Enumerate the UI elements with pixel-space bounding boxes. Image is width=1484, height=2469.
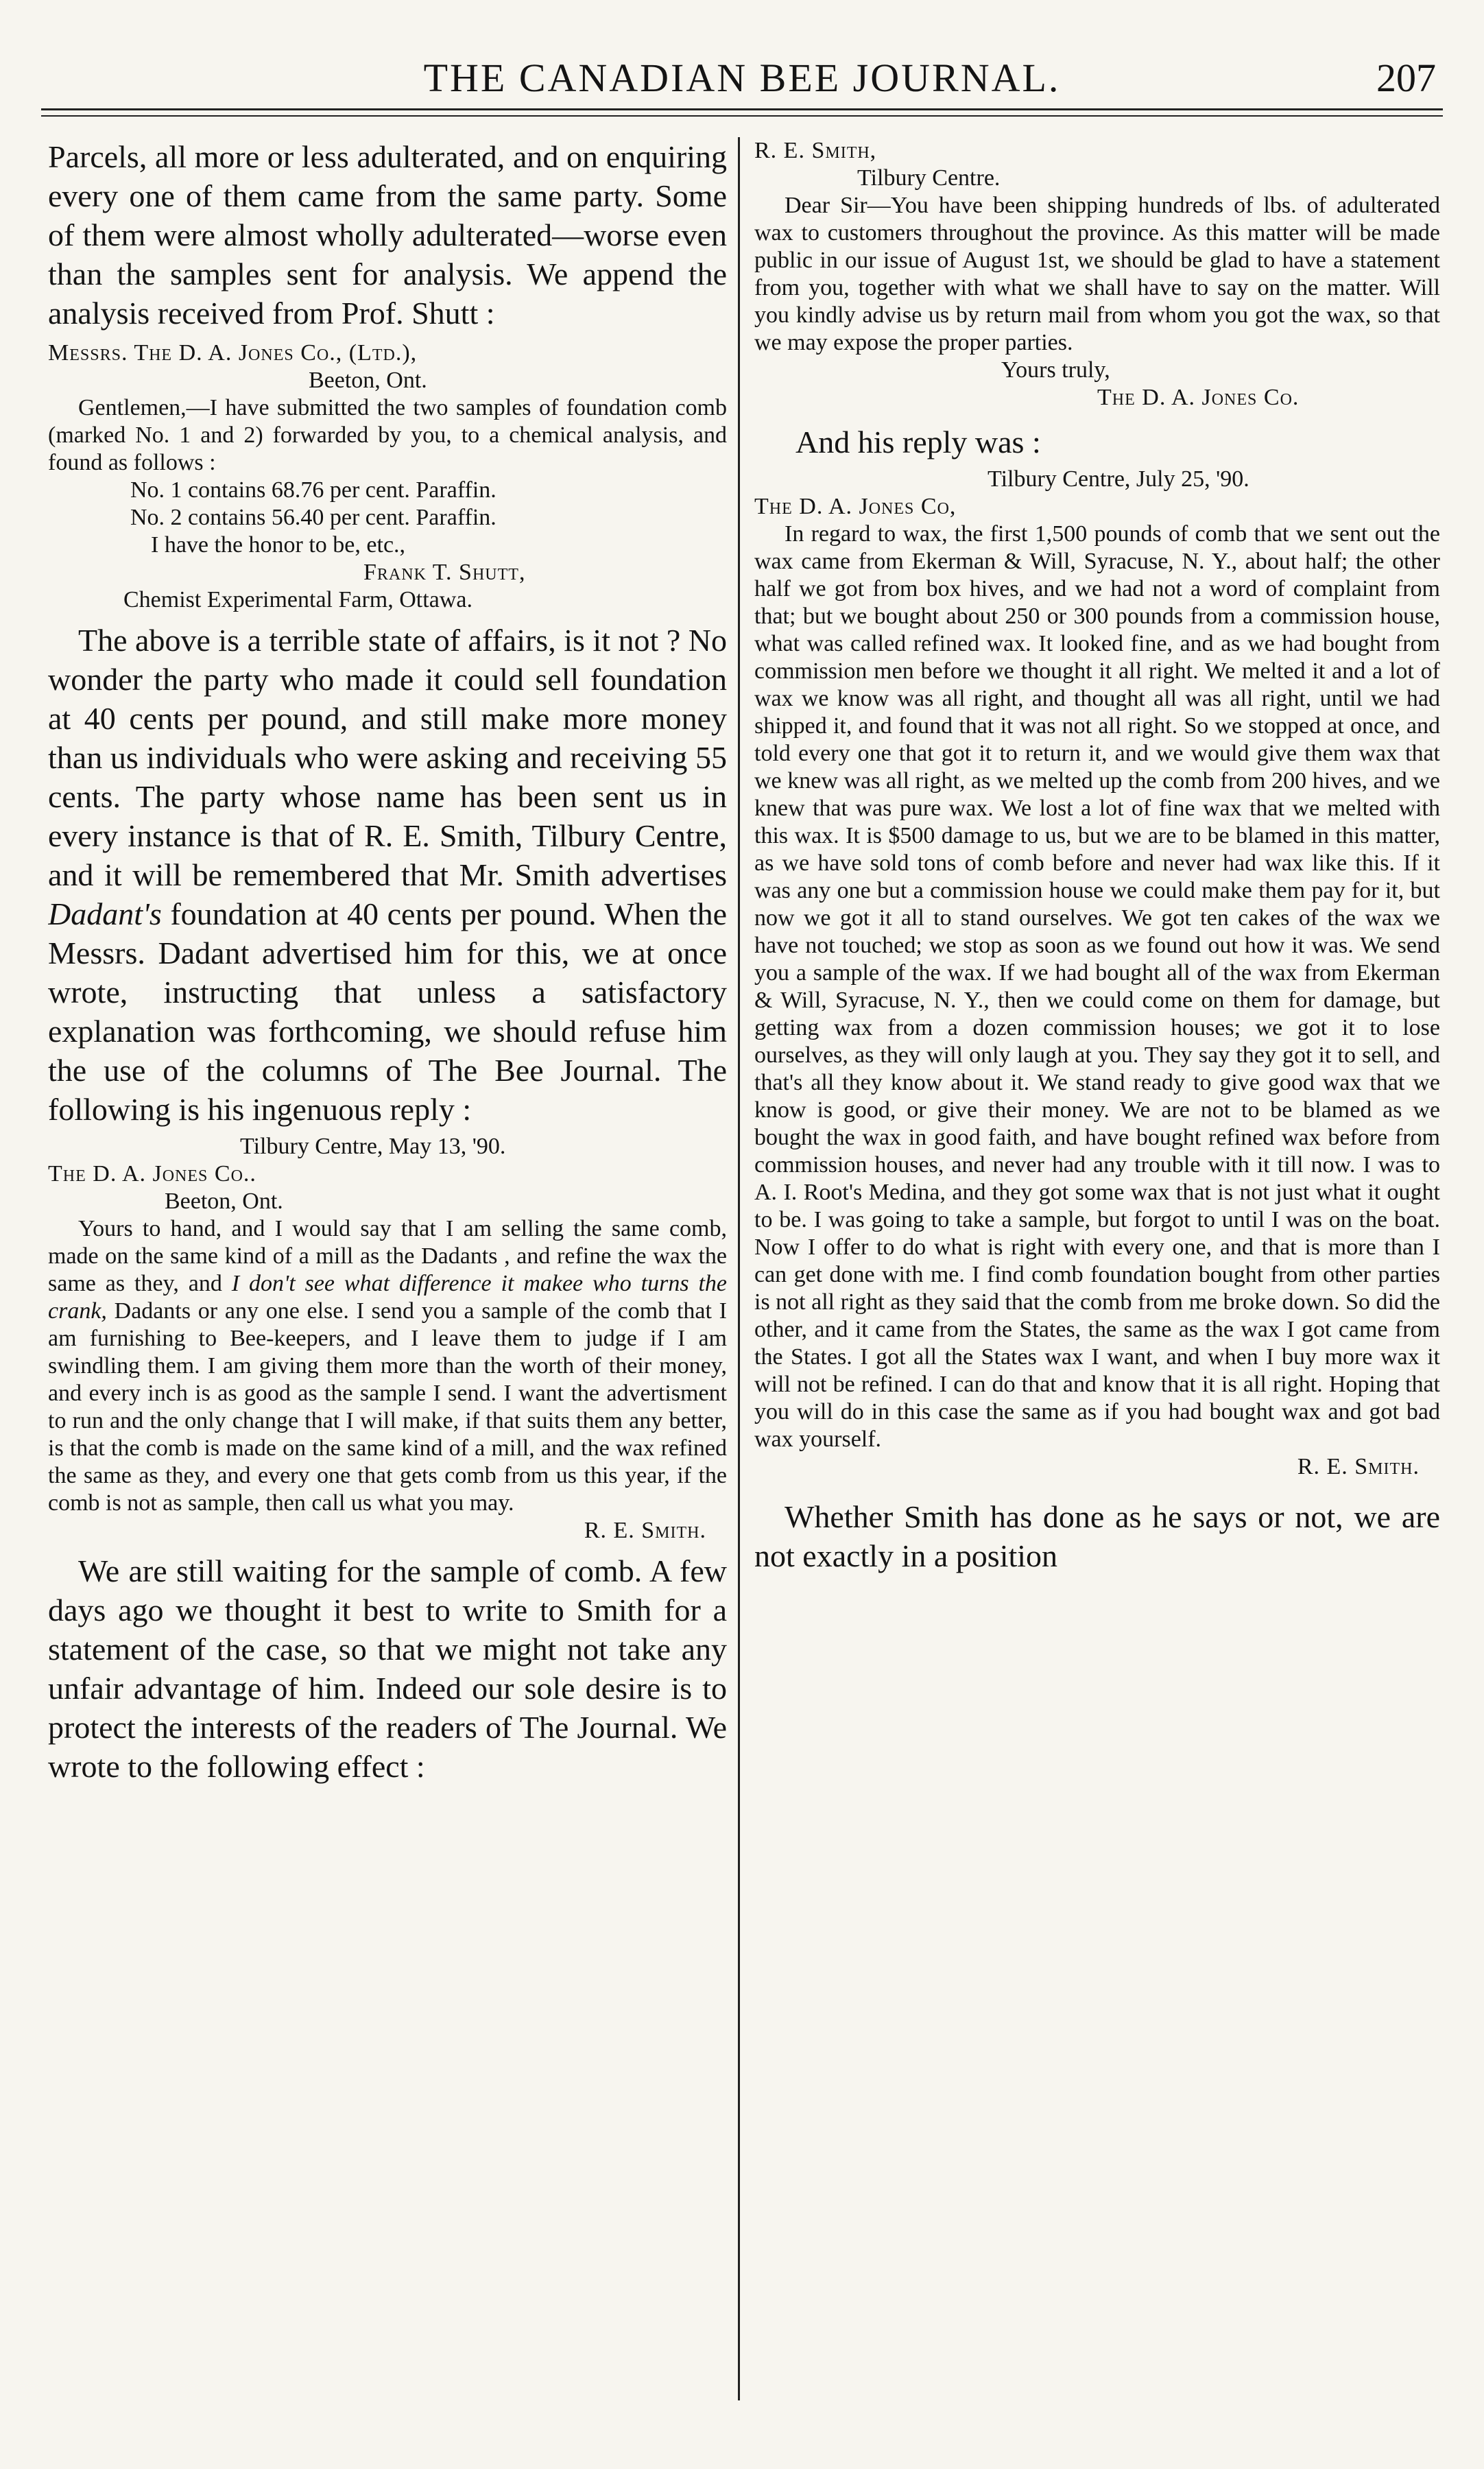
analysis-result-2: No. 2 contains 56.40 per cent. Paraffin. [130, 505, 496, 530]
left-column [48, 137, 727, 2442]
signature-title: Chemist Experimental Farm, Ottawa. [123, 587, 472, 612]
shutt-letter [48, 339, 727, 614]
smith-letter-2 [754, 466, 1440, 1481]
letter-addressee: R. E. Smith, [754, 138, 877, 163]
right-column [754, 137, 1440, 2442]
letter-date: Tilbury Centre, July 25, '90. [988, 466, 1249, 492]
letter-place: Tilbury Centre. [857, 165, 1001, 191]
letter-body: Gentlemen,—I have submitted the two samples of foundation comb (marked No. 1 and 2) forwarded by you, to a chemical analysis, and found as follows : [48, 395, 727, 475]
page-header [41, 41, 1443, 103]
analysis-result-1: No. 1 contains 68.76 per cent. Paraffin. [130, 477, 496, 503]
letter-close: Yours truly, [1001, 357, 1110, 383]
commentary-text-b: foundation at 40 cents per pound. When the Messrs. Dadant advertised him for this, we at once wrote, instructing that unless a satisfactory explanation was forthcoming, we should refuse him the use of the columns of The Bee Journal. The following is his ingenuous reply : [48, 896, 727, 1127]
letter-signature: R. E. Smith. [584, 1518, 706, 1543]
journal-title: THE CANADIAN BEE JOURNAL. [423, 56, 1061, 100]
paragraph-commentary [48, 621, 727, 1129]
letter-body-a: Yours to hand, and I would say that I am selling the same comb, made on the same kind of a mill as the Dadants , and refine the wax the same as they, and [48, 1216, 727, 1296]
page-number: 207 [1376, 56, 1436, 100]
letter-body [48, 1215, 727, 1517]
jones-letter [754, 137, 1440, 412]
letter-addressee: The D. A. Jones Co.. [48, 1161, 256, 1186]
commentary-text-a: The above is a terrible state of affairs, is it not ? No wonder the party who made it could sell foundation at 40 cents per pound, and still make more money than us individuals who were asking and receiving 55 cents. The party whose name has been sent us in every instance is that of R. E. Smith, Tilbury Centre, and it will be remembered that Mr. Smith advertises [48, 623, 727, 892]
commentary-emphasis: Dadant's [48, 896, 162, 931]
letter-body-emphasis: I don't see what difference it makee who turns the crank, [48, 1271, 727, 1324]
letter-date: Tilbury Centre, May 13, '90. [240, 1134, 506, 1159]
paragraph-final: Whether Smith has done as he says or not, we are not exactly in a position [754, 1499, 1440, 1573]
paragraph-intro: Parcels, all more or less adulterated, and on enquiring every one of them came from the same party. Some of them were almost wholly adulterated—worse even than the samples sent for analysis. We append the analysis received from Prof. Shutt : [48, 139, 727, 331]
letter-body-b: Dadants or any one else. I send you a sample of the comb that I am furnishing to Bee-keepers, and I leave them to judge if I am swindling them. I am giving them more than the worth of their money, and every inch is as good as the sample I send. I want the advertisment to run and the only change that I will make, if that suits them any better, is that the comb is made on the same kind of a mill, and the wax refined the same as they, and every one that gets comb from us this year, if the comb is not as sample, then call us what you may. [48, 1298, 727, 1516]
letter-body: In regard to wax, the first 1,500 pounds of comb that we sent out the wax came from Ekerman & Will, Syracuse, N. Y., about half; the other half we got from box hives, and we had not a word of complaint from that; but we bought about 250 or 300 pounds from a commission house, what was called refined wax. It looked fine, and as we had bought from commission men before we thought it all right. We melted it and a lot of wax we know was all right, and thought all was all right, until we had shipped it, and found that it was not all right. So we stopped at once, and told every one that got it to return it, and we would give them wax that we knew was all right, as we melted up the comb from 200 hives, and we knew that was pure wax. We lost a lot of fine wax that we melted with this wax. It is $500 damage to us, but we are to be blamed in this matter, as we have sold tons of comb before and never had wax like this. If it was any one but a commission house we could make them pay for it, but now we got it all to stand ourselves. We got ten cakes of the wax we have not touched; we stop as soon as we found out how it was. We send you a sample of the wax. If we had bought all of the wax from Ekerman & Will, Syracuse, N. Y., then we could come on them for damage, but getting wax from a dozen commission houses; we got it to lose ourselves, as they will only laugh at you. They say they got it to sell, and that's all they know about it. We stand ready to give good wax that we know is good, or give their money. We are not to be blamed as we bought the wax in good faith, and have bought refined wax before from commission houses, and never had any trouble with it till now. I was to A. I. Root's Medina, and they got some wax that is not just what it ought to be. I was going to take a sample, but forgot to until I was on the boat. Now I offer to do what is right with every one, and that is more than I can get done with me. I find comb foundation bought from other parties is not all right as they said that the comb from me broke down. So did the other, and it came from the States, the same as the wax I got came from the States. I got all the States wax I want, and when I buy more wax it will not be refined. I can do that and know that it is all right. Hoping that you will do in this case the same as if you had bought wax and got bad wax yourself. [754, 521, 1440, 1452]
letter-place: Beeton, Ont. [309, 368, 427, 393]
column-divider [738, 137, 740, 2400]
letter-addressee: Messrs. The D. A. Jones Co., (Ltd.), [48, 340, 418, 366]
letter-signature: Frank T. Shutt, [363, 560, 526, 585]
letter-place: Beeton, Ont. [165, 1189, 283, 1214]
letter-close: I have the honor to be, etc., [151, 532, 406, 558]
letter-signature: The D. A. Jones Co. [1097, 385, 1300, 410]
paragraph-waiting: We are still waiting for the sample of comb. A few days ago we thought it best to write to Smith for a statement of the case, so that we might not take any unfair advantage of him. Indeed our sole desire is to protect the interests of the readers of The Journal. We wrote to the following effect : [48, 1553, 727, 1784]
header-rule [41, 108, 1443, 110]
smith-letter-1 [48, 1133, 727, 1544]
letter-body: Dear Sir—You have been shipping hundreds of lbs. of adulterated wax to customers throughout the province. As this matter will be made public in our issue of August 1st, we should be glad to have a statement from you, together with what we shall have to say on the matter. Will you kindly advise us by return mail from whom you got the wax, so that we may expose the proper parties. [754, 193, 1440, 355]
reply-intro: And his reply was : [795, 425, 1041, 460]
letter-signature: R. E. Smith. [1297, 1454, 1420, 1479]
header-rule-thin [41, 115, 1443, 117]
letter-addressee: The D. A. Jones Co, [754, 494, 957, 519]
